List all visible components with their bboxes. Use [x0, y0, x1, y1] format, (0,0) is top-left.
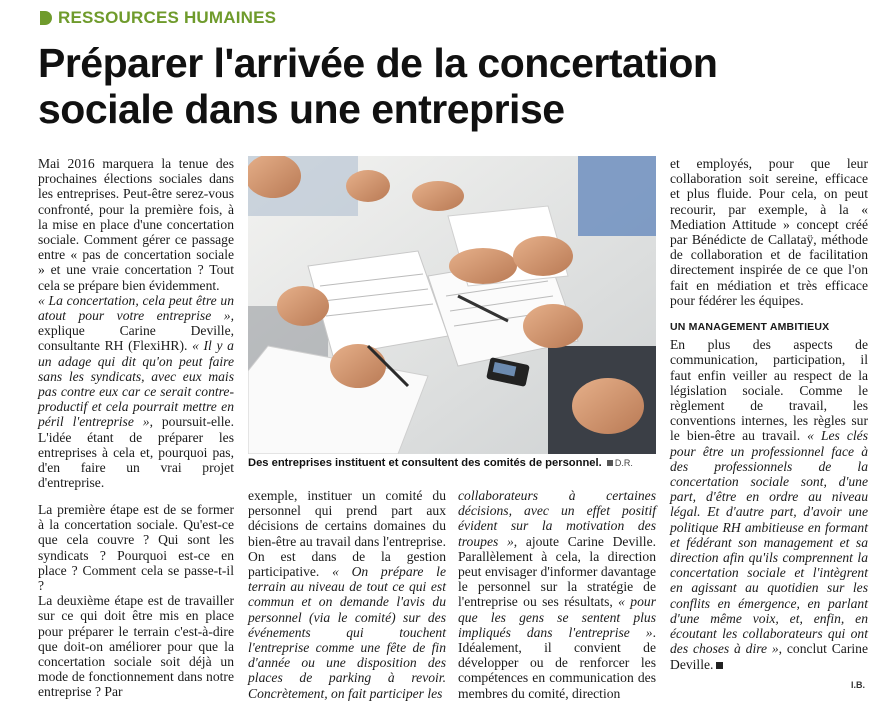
paragraph: La première étape est de se former à la concertation sociale. Qu'est-ce que cela couvre ? Qui sont les syndicats ? Pourquoi est-ce en place ? Comment cela se passe-t-il ? [38, 502, 234, 594]
section-rubric [40, 8, 276, 28]
photo-credit: D.R. [614, 458, 633, 468]
quote: « pour que les gens se sentent plus impliqués dans l'entreprise » [458, 594, 656, 640]
paragraph: et employés, pour que leur collaboration soit sereine, efficace et plus fluide. Pour cela, on peut recourir, par exemple, à la « Mediation Attitude » concept créé par Bénédicte de Callataÿ, méthode de collaboration et de facilitation directement inspirée de ce que l'on fait en médiation et très efficace pour fédérer les équipes. [670, 156, 868, 308]
rubric-marker-icon [40, 11, 52, 25]
author-signature: I.B. [850, 680, 865, 690]
paragraph: exemple, instituer un comité du personnel qui prend part aux décisions de certains domaines du bien-être au travail dans l'entreprise. On est dans de la gestion participative. « On prépare le terrain au niveau de tout ce qui est commun et on demande l'avis du personnel (via le comité) sur des événements qui touchent l'entreprise comme une fête de fin d'année ou une disposition des places de parking à revoir. Concrètement, on fait participer les [248, 488, 446, 701]
square-bullet-icon [607, 460, 613, 466]
meeting-photo [248, 156, 656, 454]
quote: collaborateurs à certaines décisions, avec un effet positif évident sur la motivation des troupes » [458, 488, 656, 549]
quote: « Il y a un adage qui dit qu'on peut faire sans les syndicats, avec eux mais pas contre eux car ce serait contre-productif et cela pourrait mettre en péril l'entreprise » [38, 338, 234, 430]
column-1-bottom [38, 502, 234, 700]
article-title: Préparer l'arrivée de la concertation sociale dans une entreprise [38, 40, 718, 132]
paragraph: La deuxième étape est de travailler sur ce qui doit être mis en place pour préparer le terrain c'est-à-dire que doit-on améliorer pour que la concertation sociale soit déjà un mode de fonctionnement dans notre entreprise ? Par [38, 593, 234, 700]
paragraph: En plus des aspects de communication, participation, il faut enfin veiller au respect de la législation sociale. Comme le règlement de travail, les conventions internes, les règles sur le bien-être au travail. « Les clés pour être un professionnel face à des professionnels de la concertation sociale sont, d'une part, d'être en ordre au niveau légal. Et d'autre part, d'avoir une politique RH ambitieuse en formant et fédérant son management et sa direction afin qu'ils comprennent la concertation sociale et l'intègrent en agissant au quotidien sur les conflits en émergence, en parlant d'une même voix, et, enfin, en écoutant les collaborateurs qui ont des choses à dire », conclut Carine Deville. [670, 337, 868, 672]
column-4 [670, 156, 868, 672]
quote: « La concertation, cela peut être un atout pour votre entreprise », [38, 292, 234, 324]
section-subheading: UN MANAGEMENT AMBITIEUX [670, 321, 830, 334]
quote: « Les clés pour être un professionnel face à des professionnels de la concertation sociale sont, d'une part, d'être en ordre au niveau légal. Et d'autre part, d'avoir une politique RH ambitieuse en formant et fédérant son management et sa direction afin qu'ils comprennent la concertation sociale et l'intègrent en agissant au quotidien sur les conflits en émergence, en parlant d'une même voix, et, enfin, en écoutant les collaborateurs qui ont des choses à dire » [670, 428, 868, 657]
rubric-label: RESSOURCES HUMAINES [58, 8, 277, 27]
column-1 [38, 156, 234, 490]
column-2 [248, 488, 446, 701]
end-of-article-icon [716, 662, 723, 669]
paragraph: Mai 2016 marquera la tenue des prochaines élections sociales dans les entreprises. Peut-être serez-vous confronté, pour la première fois, à la mise en place d'une concertation sociale. Comment gérer ce passage entre « pas de concertation sociale » et une vraie concertation ? Tout cela se prépare bien évidemment. [38, 156, 234, 293]
paragraph: « La concertation, cela peut être un atout pour votre entreprise », explique Carine Deville, consultante RH (FlexiHR). « Il y a un adage qui dit qu'on peut faire sans les syndicats, avec eux mais pas contre eux car ce serait contre-productif et cela pourrait mettre en péril l'entreprise », poursuit-elle. L'idée étant de préparer les entreprises à cela et, pourquoi pas, d'en faire un vrai projet d'entreprise. [38, 292, 234, 491]
photo-caption: Des entreprises instituent et consultent des comités de personnel. D.R. [248, 457, 633, 469]
column-3 [458, 488, 656, 701]
paragraph: collaborateurs à certaines décisions, avec un effet positif évident sur la motivation des troupes », ajoute Carine Deville. Parallèlement à cela, la direction peut envisager d'informer davantage le personnel sur la stratégie de l'entreprise ou ses résultats, « pour que les gens se sentent plus impliqués dans l'entreprise ». Idéalement, il convient de développer ou de renforcer les compétences en communication des membres du comité, direction [458, 488, 656, 701]
quote: « On prépare le terrain au niveau de tout ce qui est commun et on demande l'avis du personnel (via le comité) sur des événements qui touchent l'entreprise comme une fête de fin d'année ou une disposition des places de parking à revoir. Concrètement, on fait participer les [248, 564, 446, 701]
